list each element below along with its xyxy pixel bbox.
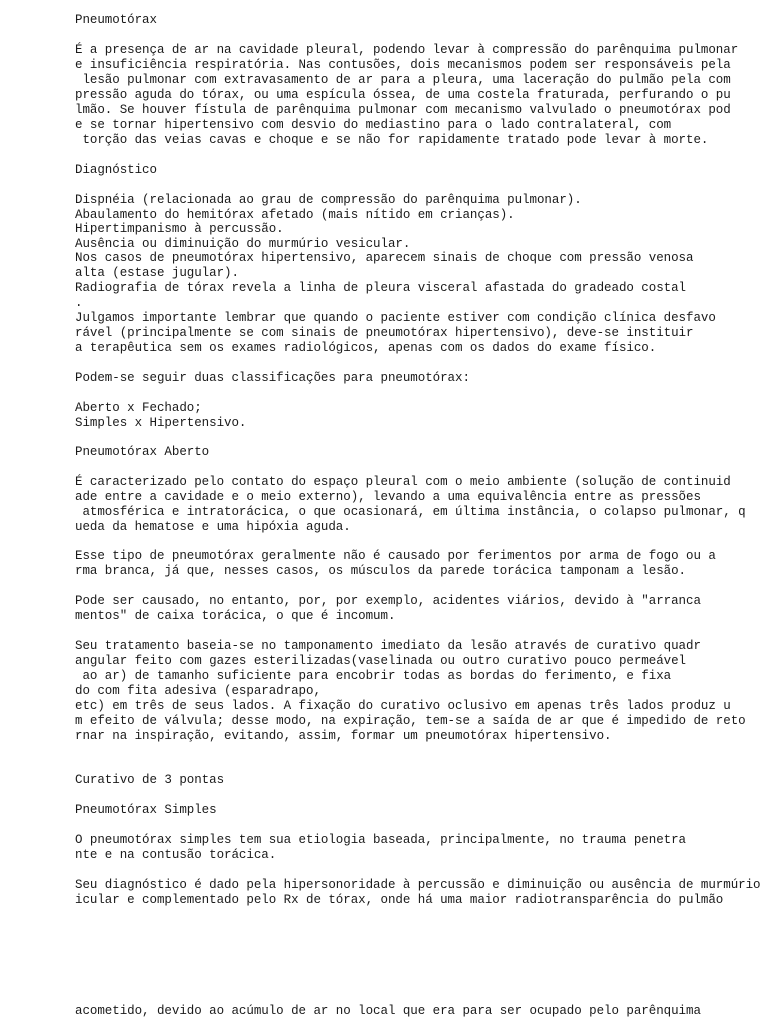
list-item: Aberto x Fechado; [75, 401, 202, 415]
text-line: do com fita adesiva (esparadrapo, [75, 684, 321, 698]
list-item: Simples x Hipertensivo. [75, 416, 247, 430]
text-line: lmão. Se houver fístula de parênquima pulmonar com mecanismo valvulado o pneumotórax pod [75, 103, 731, 117]
text-line: O pneumotórax simples tem sua etiologia baseada, principalmente, no trauma penetra [75, 833, 687, 847]
text-line: rnar na inspiração, evitando, assim, formar um pneumotórax hipertensivo. [75, 729, 612, 743]
section-heading: Pneumotórax Simples [75, 803, 217, 817]
text-line: ao ar) de tamanho suficiente para encobrir todas as bordas do ferimento, e fixa [75, 669, 672, 683]
text-line: Abaulamento do hemitórax afetado (mais nítido em crianças). [75, 208, 515, 222]
text-line: Hipertimpanismo à percussão. [75, 222, 284, 236]
text-line: Seu tratamento baseia-se no tamponamento imediato da lesão através de curativo quadr [75, 639, 701, 653]
text-line: rma branca, já que, nesses casos, os músculos da parede torácica tamponam a lesão. [75, 564, 687, 578]
text-line: lesão pulmonar com extravasamento de ar para a pleura, uma laceração do pulmão pela com [75, 73, 731, 87]
text-line: Nos casos de pneumotórax hipertensivo, aparecem sinais de choque com pressão venosa [75, 251, 694, 265]
text-line: Podem-se seguir duas classificações para pneumotórax: [75, 371, 470, 385]
text-line: Dispnéia (relacionada ao grau de compressão do parênquima pulmonar). [75, 193, 582, 207]
text-line: etc) em três de seus lados. A fixação do curativo oclusivo em apenas três lados produz u [75, 699, 731, 713]
text-line: Pode ser causado, no entanto, por, por exemplo, acidentes viários, devido à "arranca [75, 594, 701, 608]
text-line: angular feito com gazes esterilizadas(vaselinada ou outro curativo pouco permeável [75, 654, 687, 668]
text-line: m efeito de válvula; desse modo, na expiração, tem-se a saída de ar que é impedido de reto [75, 714, 746, 728]
text-line: icular e complementado pelo Rx de tórax, onde há uma maior radiotransparência do pulmão [75, 893, 724, 907]
text-line: . [75, 296, 83, 310]
section-heading: Diagnóstico [75, 163, 157, 177]
text-line: ueda da hematose e uma hipóxia aguda. [75, 520, 351, 534]
text-line: É a presença de ar na cavidade pleural, podendo levar à compressão do parênquima pulmonar [75, 43, 739, 57]
text-line: mentos" de caixa torácica, o que é incomum. [75, 609, 396, 623]
text-line: alta (estase jugular). [75, 266, 239, 280]
text-line: É caracterizado pelo contato do espaço pleural com o meio ambiente (solução de continuid [75, 475, 731, 489]
text-line: Esse tipo de pneumotórax geralmente não é causado por ferimentos por arma de fogo ou a [75, 549, 716, 563]
text-line: Ausência ou diminuição do murmúrio vesicular. [75, 237, 411, 251]
text-line: rável (principalmente se com sinais de pneumotórax hipertensivo), deve-se instituir [75, 326, 694, 340]
text-line: pressão aguda do tórax, ou uma espícula óssea, de uma costela fraturada, perfurando o pu [75, 88, 731, 102]
section-heading: Pneumotórax [75, 13, 157, 27]
text-line: torção das veias cavas e choque e se não for rapidamente tratado pode levar à morte. [75, 133, 709, 147]
text-line: a terapêutica sem os exames radiológicos, apenas com os dados do exame físico. [75, 341, 657, 355]
text-line: e insuficiência respiratória. Nas contusões, dois mecanismos podem ser responsáveis pela [75, 58, 731, 72]
text-line: Julgamos importante lembrar que quando o paciente estiver com condição clínica desfavo [75, 311, 716, 325]
text-line: e se tornar hipertensivo com desvio do mediastino para o lado contralateral, com [75, 118, 672, 132]
text-line: Radiografia de tórax revela a linha de pleura visceral afastada do gradeado costal [75, 281, 687, 295]
text-line: acometido, devido ao acúmulo de ar no local que era para ser ocupado pelo parênquima [75, 1004, 701, 1018]
section-heading: Pneumotórax Aberto [75, 445, 210, 459]
section-heading: Curativo de 3 pontas [75, 773, 225, 787]
text-line: Seu diagnóstico é dado pela hipersonoridade à percussão e diminuição ou ausência de murmúrio [75, 878, 761, 892]
text-line: ade entre a cavidade e o meio externo), levando a uma equivalência entre as pressões [75, 490, 701, 504]
text-line: nte e na contusão torácica. [75, 848, 277, 862]
text-line: atmosférica e intratorácica, o que ocasionará, em última instância, o colapso pulmonar, q [75, 505, 746, 519]
